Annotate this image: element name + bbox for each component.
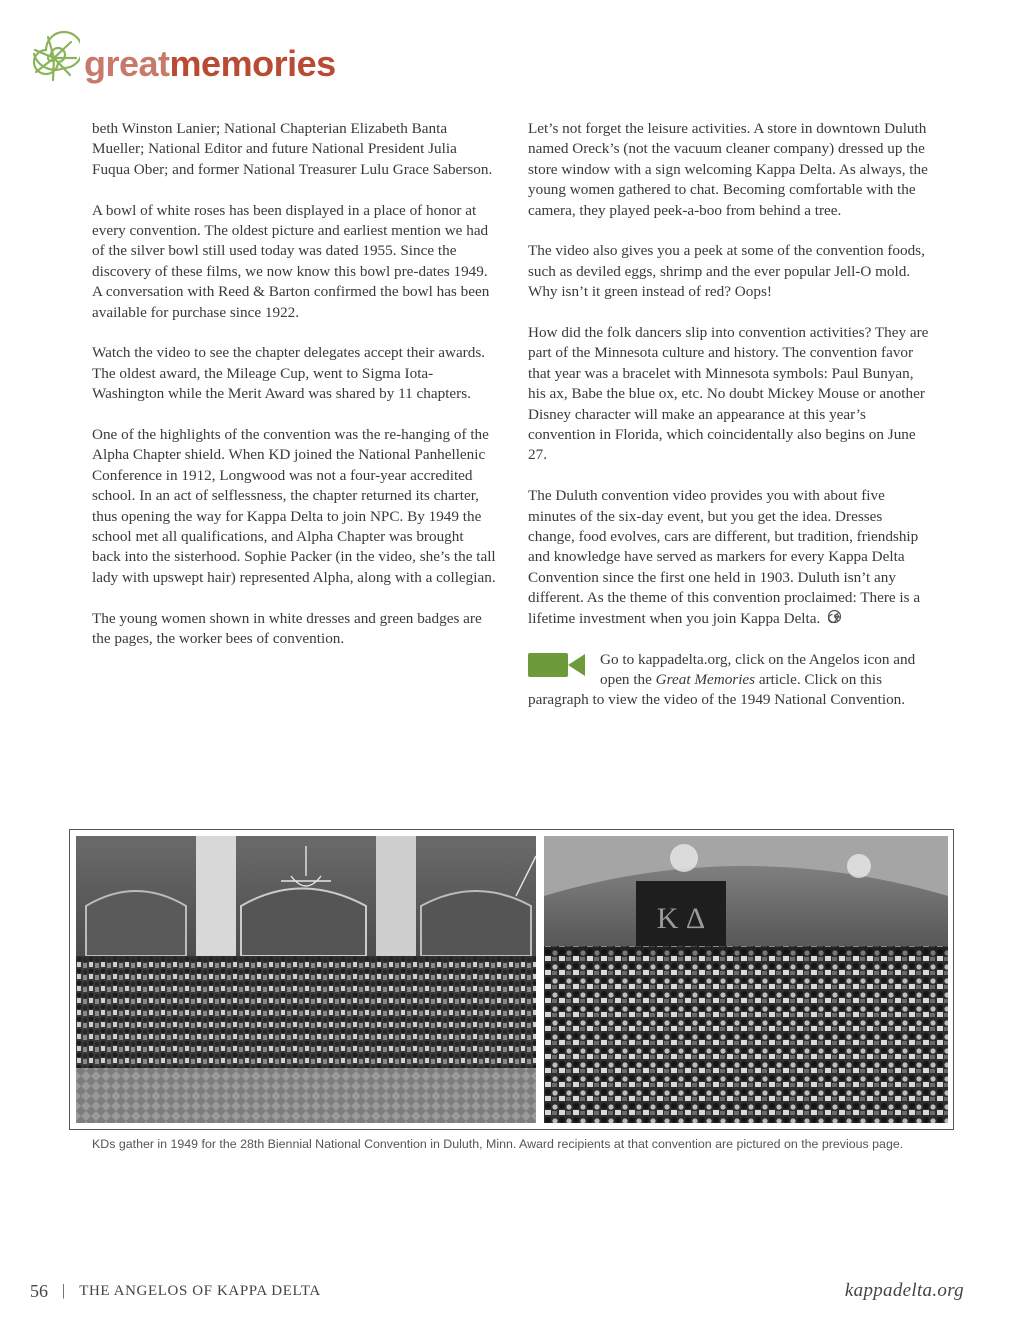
paragraph: How did the folk dancers slip into convention activities? They are part of the Minnesota culture and history. The convention favor that year was a bracelet with Minnesota symbols: Paul Bunyan, his ax, Babe the blue ox, etc. No doubt Mickey Mouse or another Disney character will make an appearance at this year’s convention in Florida, which coincidentally also begins on June 27.: [528, 324, 929, 464]
left-column: [92, 119, 496, 670]
title-word-memories: memories: [169, 43, 336, 84]
paragraph-text: The Duluth convention video provides you with about five minutes of the six-day event, but you get the idea. Dresses change, food evolves, cars are different, but tradition, friendship and knowledge have served as markers for every Kappa Delta Convention since the first one held in 1903. Duluth isn’t any different. As the theme of this convention proclaimed: There is a lifetime investment when you join Kappa Delta.: [528, 487, 921, 627]
nautilus-end-mark-icon: [827, 609, 842, 624]
title-word-great: great: [84, 43, 170, 84]
right-column: [528, 119, 932, 711]
paragraph: Let’s not forget the leisure activities. A store in downtown Duluth named Oreck’s (not the vacuum cleaner company) dressed up the store window with a sign welcoming Kappa Delta. As always, the young women gathered to chat. Becoming comfortable with the camera, they played peek-a-boo from behind a tree.: [528, 120, 928, 219]
banquet-photo: [544, 836, 948, 1123]
page-number: 56: [30, 1280, 48, 1301]
page-footer: [30, 1279, 964, 1303]
video-note-text: Go to kappadelta.org, click on the Angelos icon and open the: [600, 650, 916, 688]
paragraph: One of the highlights of the convention was the re-hanging of the Alpha Chapter shield. When KD joined the National Panhellenic Conference in 1912, Longwood was not a four-year accredited school. In an act of selflessness, the chapter returned its charter, thus opening the way for Kappa Delta to join NPC. By 1949 the school met all qualifications, and Alpha Chapter was brought back into the sisterhood. Sophie Packer (in the video, she’s the tall lady with upswept hair) represented Alpha, along with a collegian.: [92, 426, 496, 586]
nautilus-shell-icon: [26, 28, 80, 90]
video-link-note[interactable]: [528, 650, 932, 711]
footer-separator: |: [62, 1282, 66, 1299]
paragraph: beth Winston Lanier; National Chapterian Elizabeth Banta Mueller; National Editor and future National President Julia Fuqua Ober; and former National Treasurer Lulu Grace Saberson.: [92, 120, 493, 178]
kappa-delta-banner: K Δ: [656, 902, 706, 935]
publication-name: THE ANGELOS OF KAPPA DELTA: [79, 1282, 321, 1299]
paragraph: The young women shown in white dresses and green badges are the pages, the worker bees of convention.: [92, 609, 482, 648]
paragraph: [528, 486, 932, 629]
video-note-article-title: Great Memories: [655, 670, 756, 688]
photo-frame: [69, 829, 954, 1130]
video-note-text-end: article. Click on this paragraph to view the video of the 1949 National Convention.: [528, 670, 906, 709]
group-photo-ballroom: [76, 836, 536, 1123]
section-title: [84, 43, 336, 84]
section-header: [26, 26, 336, 92]
paragraph: Watch the video to see the chapter delegates accept their awards. The oldest award, the Mileage Cup, went to Sigma Iota-Washington while the Merit Award was shared by 11 chapters.: [92, 344, 486, 403]
video-camera-icon[interactable]: [528, 652, 586, 678]
paragraph: A bowl of white roses has been displayed in a place of honor at every convention. The oldest picture and earliest mention we had of the silver bowl still used today was dated 1955. Since the discovery of these films, we now know this bowl pre-dates 1949. A conversation with Reed & Barton confirmed the bowl has been available for purchase since 1922.: [92, 201, 490, 321]
paragraph: The video also gives you a peek at some of the convention foods, such as deviled eggs, shrimp and the ever popular Jell-O mold. Why isn’t it green instead of red? Oops!: [528, 242, 925, 301]
photo-caption: KDs gather in 1949 for the 28th Biennial National Convention in Duluth, Minn. Award recipients at that convention are pictured on the previous page.: [92, 1137, 904, 1151]
website-link[interactable]: kappadelta.org: [844, 1280, 964, 1301]
